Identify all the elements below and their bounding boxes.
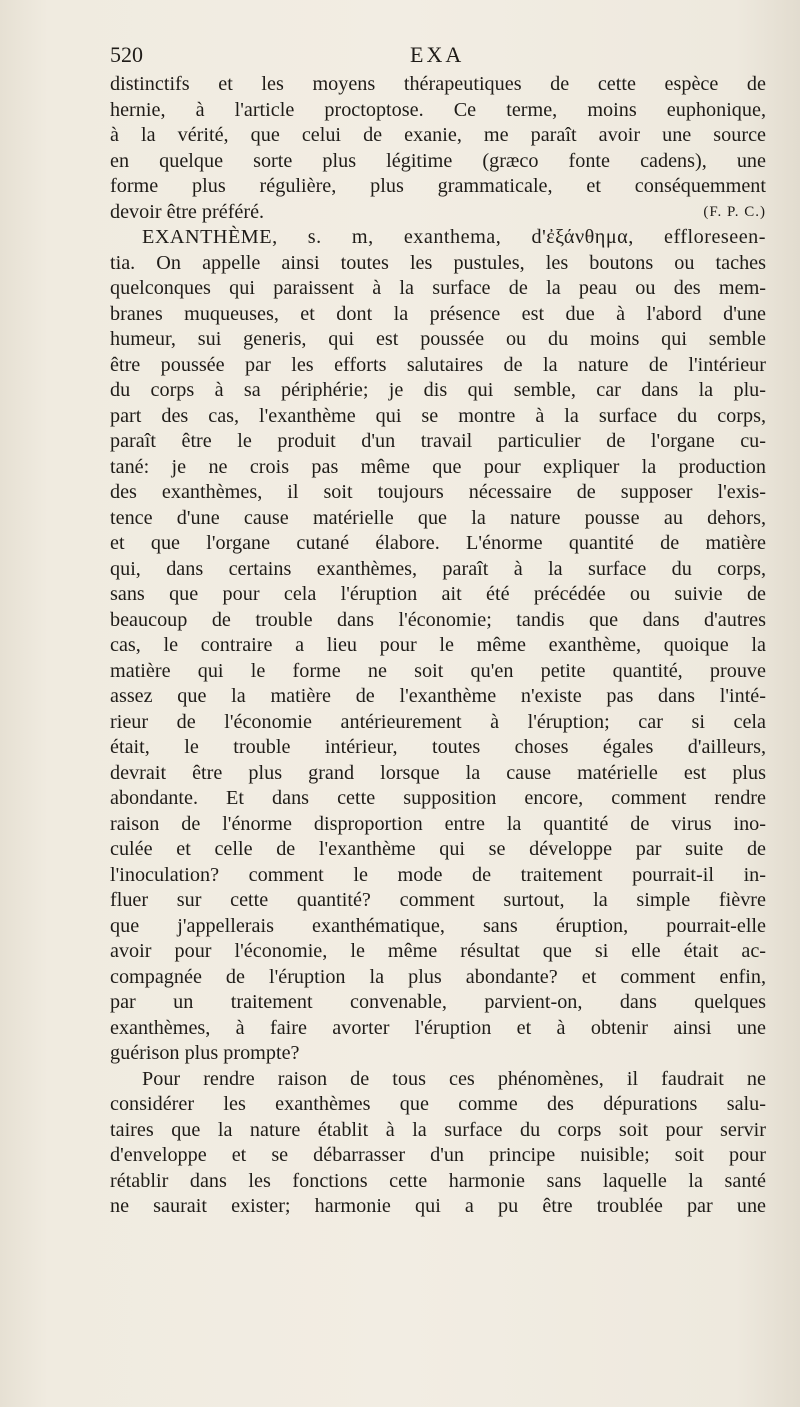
text-line: tia. On appelle ainsi toutes les pustules, les boutons ou taches xyxy=(110,251,766,274)
text-line: sans que pour cela l'éruption ait été précédée ou suivie de xyxy=(110,583,766,605)
paragraph-1 xyxy=(110,72,766,225)
text-line: cas, le contraire a lieu pour le même exanthème, quoique la xyxy=(110,634,766,656)
entry-headline: EXANTHÈME, s. m, exanthema, d'ἐξάνθημα, effloreseen- xyxy=(142,226,766,248)
author-signature: (F. P. C.) xyxy=(703,203,766,220)
text-line: paraît être le produit d'un travail particulier de l'organe cu- xyxy=(110,430,766,452)
text-line-with-signature xyxy=(110,200,766,226)
text-line: abondante. Et dans cette supposition encore, comment rendre xyxy=(110,787,766,809)
text-line: compagnée de l'éruption la plus abondante? et comment enfin, xyxy=(110,965,766,988)
body-text xyxy=(110,72,766,1220)
text-line: quelconques qui paraissent à la surface de la peau ou des mem- xyxy=(110,277,766,299)
text-line: rieur de l'économie antérieurement à l'éruption; car si cela xyxy=(110,710,766,733)
text-line: tence d'une cause matérielle que la nature pousse au dehors, xyxy=(110,506,766,529)
text-line: assez que la matière de l'exanthème n'existe pas dans l'inté- xyxy=(110,685,766,707)
paragraph-3 xyxy=(110,1067,766,1220)
text-line: rétablir dans les fonctions cette harmonie sans laquelle la santé xyxy=(110,1169,766,1192)
text-line: du corps à sa périphérie; je dis qui semble, car dans la plu- xyxy=(110,379,766,401)
text-line: considérer les exanthèmes que comme des dépurations salu- xyxy=(110,1093,766,1115)
text-line: des exanthèmes, il soit toujours nécessaire de supposer l'exis- xyxy=(110,481,766,503)
text-line: ne saurait exister; harmonie qui a pu être troublée par une xyxy=(110,1195,766,1217)
text-line: l'inoculation? comment le mode de traitement pourrait-il in- xyxy=(110,863,766,886)
page-header xyxy=(110,42,770,70)
text-line: humeur, sui generis, qui est poussée ou du moins qui semble xyxy=(110,328,766,350)
text-line: avoir pour l'économie, le même résultat que si elle était ac- xyxy=(110,940,766,962)
text-line: était, le trouble intérieur, toutes choses égales d'ailleurs, xyxy=(110,736,766,758)
text-line: devoir être préféré. xyxy=(110,200,265,223)
text-line: en quelque sorte plus légitime (græco fonte cadens), une xyxy=(110,149,766,172)
text-line: Pour rendre raison de tous ces phénomènes, il faudrait ne xyxy=(142,1067,766,1090)
text-line: hernie, à l'article proctoptose. Ce terme, moins euphonique, xyxy=(110,98,766,121)
text-line: fluer sur cette quantité? comment surtout, la simple fièvre xyxy=(110,889,766,911)
text-line: taires que la nature établit à la surface du corps soit pour servir xyxy=(110,1118,766,1141)
text-line: raison de l'énorme disproportion entre la quantité de virus ino- xyxy=(110,812,766,835)
text-line: guérison plus prompte? xyxy=(110,1042,300,1064)
text-line: d'enveloppe et se débarrasser d'un principe nuisible; soit pour xyxy=(110,1144,766,1166)
text-line: beaucoup de trouble dans l'économie; tandis que dans d'autres xyxy=(110,608,766,631)
page-number: 520 xyxy=(110,42,143,67)
text-line: matière qui le forme ne soit qu'en petite quantité, prouve xyxy=(110,659,766,682)
text-line: forme plus régulière, plus grammaticale, et conséquemment xyxy=(110,175,766,197)
text-line: que j'appellerais exanthématique, sans éruption, pourrait-elle xyxy=(110,914,766,937)
text-line: devrait être plus grand lorsque la cause matérielle est plus xyxy=(110,761,766,784)
paragraph-2 xyxy=(110,225,766,1067)
text-line: distinctifs et les moyens thérapeutiques de cette espèce de xyxy=(110,73,766,95)
running-head: EXA xyxy=(410,42,465,67)
text-line: être poussée par les efforts salutaires de la nature de l'intérieur xyxy=(110,353,766,376)
text-line: et que l'organe cutané élabore. L'énorme quantité de matière xyxy=(110,532,766,554)
text-line: par un traitement convenable, parvient-on, dans quelques xyxy=(110,991,766,1013)
text-line: à la vérité, que celui de exanie, me paraît avoir une source xyxy=(110,124,766,146)
text-line: branes muqueuses, et dont la présence est due à l'abord d'une xyxy=(110,302,766,325)
text-line: part des cas, l'exanthème qui se montre à la surface du corps, xyxy=(110,404,766,427)
text-line: exanthèmes, à faire avorter l'éruption et à obtenir ainsi une xyxy=(110,1016,766,1039)
text-line: culée et celle de l'exanthème qui se développe par suite de xyxy=(110,838,766,860)
text-line: qui, dans certains exanthèmes, paraît à la surface du corps, xyxy=(110,557,766,580)
text-line: tané: je ne crois pas même que pour expliquer la production xyxy=(110,455,766,478)
